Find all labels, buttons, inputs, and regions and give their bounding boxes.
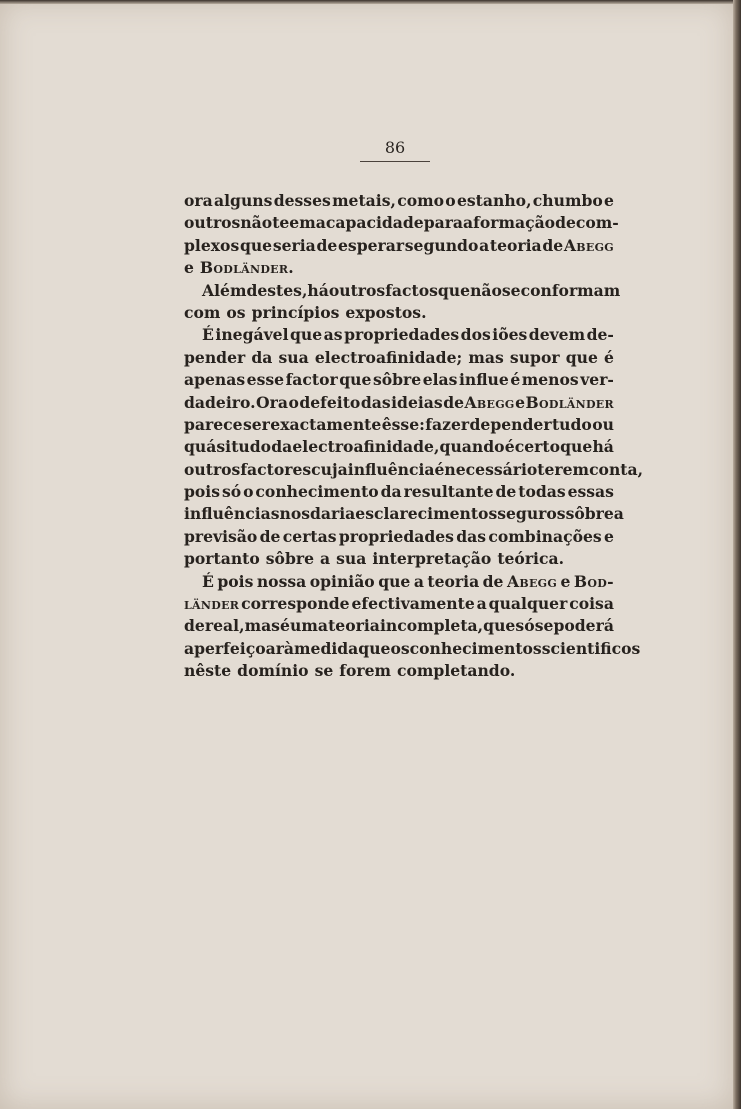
text-line [184,526,614,548]
word: portanto [184,549,260,569]
word: é [504,437,515,457]
word: se [534,616,554,636]
text-line [184,324,614,346]
text-line [184,257,614,279]
word: ver- [580,370,614,390]
word: sôbre [372,370,422,390]
word: Abegg [506,571,558,591]
text-line [184,235,614,257]
word: Ora [256,392,288,412]
text-line [184,392,614,414]
paragraph [184,190,619,280]
word: à [283,638,295,658]
word: de [259,526,281,546]
word: da [251,347,273,367]
word: resultante [403,482,494,502]
paragraph [184,280,621,325]
paragraph [184,571,641,683]
word: conta, [589,459,644,479]
word: necessário [444,459,538,479]
word: a [413,571,424,591]
text-line [184,593,614,615]
word: que [565,347,598,367]
word: das [360,392,391,412]
text-line [184,459,644,481]
word: teórica. [497,549,565,569]
word: expostos. [345,302,427,322]
word: formação [473,213,556,233]
word: de [495,482,517,502]
word: teoria [489,235,542,255]
word: da [380,482,402,502]
word: efectivamente [351,594,475,614]
word: os [226,302,246,322]
word: quási [184,437,232,457]
word: que [378,571,411,591]
word: é [280,616,290,636]
paragraph [184,324,644,570]
word: Abegg [464,392,515,412]
word: elas [422,370,458,390]
word: nêste [184,661,232,681]
word: qualquer [488,594,568,614]
word: e [184,258,194,278]
word: incompleta, [379,616,484,636]
word: com [184,302,221,322]
word: combinações [488,526,602,546]
word: que [290,325,323,345]
word: teem [272,213,316,233]
word: teoria [328,616,380,636]
word: certas [282,526,337,546]
word: menos [521,370,579,390]
word: factores [240,459,312,479]
word: que [560,437,593,457]
word: e [604,526,614,546]
word: esclarecimentos [355,504,498,524]
text-line [184,503,624,525]
word: certo [514,437,560,457]
word: de- [586,325,614,345]
word: que [239,235,273,255]
text-line [184,548,614,570]
text-line [184,615,614,637]
word: tudo [231,437,272,457]
word: alguns [214,191,273,210]
text-line [184,571,614,593]
word: scientificos [541,638,641,658]
word: a [476,594,487,614]
word: de [443,392,465,412]
word: poderá [553,616,614,636]
word: para [423,213,464,233]
word: factos [385,280,438,300]
word: devem [528,325,586,345]
word: aperfeiçoar [184,638,284,658]
word: todas [518,482,566,502]
word: dadeiro. [184,392,256,412]
text-line [184,280,621,302]
text-line [184,638,641,660]
word: estanho, [456,191,532,210]
word: ora [184,191,213,210]
word: o [243,482,254,502]
word: só [221,482,242,502]
word: real, [204,616,245,636]
word: de [316,235,338,255]
word: corresponde [241,594,350,614]
word: sôbre [565,504,614,524]
page-number: 86 [360,138,430,162]
word: parece [184,414,243,434]
word: a [479,235,490,255]
word: e [515,392,526,412]
word: seria [272,235,316,255]
text-line [184,660,614,682]
word: conformam [520,280,621,300]
word: a [315,213,326,233]
word: sua [336,549,367,569]
word: de [482,571,504,591]
word: outros [184,213,241,233]
word: com- [575,213,619,233]
word: dos [460,325,491,345]
word: pender [184,347,246,367]
word: influência [347,459,435,479]
word: segundo [404,235,479,255]
word: daria [310,504,356,524]
word: há [592,437,614,457]
word: Bod- [573,571,614,591]
word: opinião [309,571,375,591]
word: supor [509,347,560,367]
text-line [184,347,614,369]
word: essas [567,482,614,502]
word: tudo [551,414,592,434]
word: das [456,526,487,546]
word: pois [217,571,254,591]
word: länder [184,594,240,614]
word: outros [184,459,241,479]
word: É [202,571,214,591]
word: que [339,370,372,390]
text-line [184,481,614,503]
word: conhecimento [255,482,379,502]
word: destes, [246,280,308,300]
word: não [240,213,273,233]
word: Bodländer. [199,258,295,278]
word: chumbo [532,191,603,210]
word: propriedades [344,325,460,345]
word: o [445,191,456,210]
word: êsse: [381,414,425,434]
word: interpretação [372,549,492,569]
text-line [184,369,614,391]
word: medida [294,638,359,658]
word: teoria [427,571,480,591]
word: electroafinidade; [314,347,463,367]
word: as [323,325,343,345]
word: completando. [397,661,516,681]
word: a [320,549,331,569]
word: se [314,661,334,681]
text-line [184,212,619,234]
word: é [510,370,521,390]
word: outros [328,280,386,300]
word: É [202,325,214,345]
word: plexos [184,235,240,255]
word: os [390,638,410,658]
word: de [555,213,576,233]
text-line [184,414,614,436]
word: propriedades [338,526,454,546]
word: ter [537,459,563,479]
text-line [184,436,614,458]
word: influe [458,370,509,390]
word: pois [184,482,221,502]
page-top-edge [0,0,741,4]
word: depender [469,414,552,434]
word: domínio [237,661,309,681]
word: Abegg [563,235,614,255]
word: sôbre [265,549,315,569]
word: electroafinidade, [292,437,440,457]
word: em [562,459,590,479]
word: metais, [332,191,396,210]
word: desses [273,191,331,210]
word: mas [244,616,280,636]
word: se [501,280,521,300]
word: capacidade [325,213,424,233]
text-line [184,190,614,212]
word: ideias [391,392,443,412]
word: fazer [425,414,470,434]
word: ser [242,414,270,434]
word: há [307,280,329,300]
word: esse [246,370,285,390]
word: mas [468,347,504,367]
word: não [470,280,502,300]
word: conhecimentos [409,638,542,658]
word: factor [285,370,338,390]
word: que [437,280,471,300]
word: de [542,235,564,255]
word: da [271,437,293,457]
word: que [483,616,516,636]
word: iões [492,325,528,345]
word: Bodländer [525,392,614,412]
word: é [434,459,445,479]
word: esperar [338,235,405,255]
word: que [358,638,391,658]
word: previsão [184,526,258,546]
word: nos [279,504,311,524]
word: ou [592,414,614,434]
word: a [463,213,474,233]
word: a [613,504,624,524]
word: apenas [184,370,246,390]
body-text [184,190,644,683]
word: e [560,571,571,591]
word: forem [339,661,392,681]
word: exactamente [270,414,382,434]
word: quando [439,437,505,457]
word: influências [184,504,280,524]
page-edge [733,0,741,1109]
word: defeito [299,392,361,412]
word: seguros [497,504,566,524]
word: princípios [251,302,340,322]
word: uma [290,616,328,636]
text-line [184,302,614,324]
word: é [604,347,614,367]
word: o [288,392,299,412]
word: só [515,616,535,636]
word: como [397,191,445,210]
word: cuja [311,459,348,479]
word: inegável [215,325,289,345]
word: Além [202,280,247,300]
word: sua [278,347,309,367]
word: de [184,616,205,636]
word: nossa [256,571,307,591]
word: e [604,191,614,210]
word: coisa [569,594,614,614]
